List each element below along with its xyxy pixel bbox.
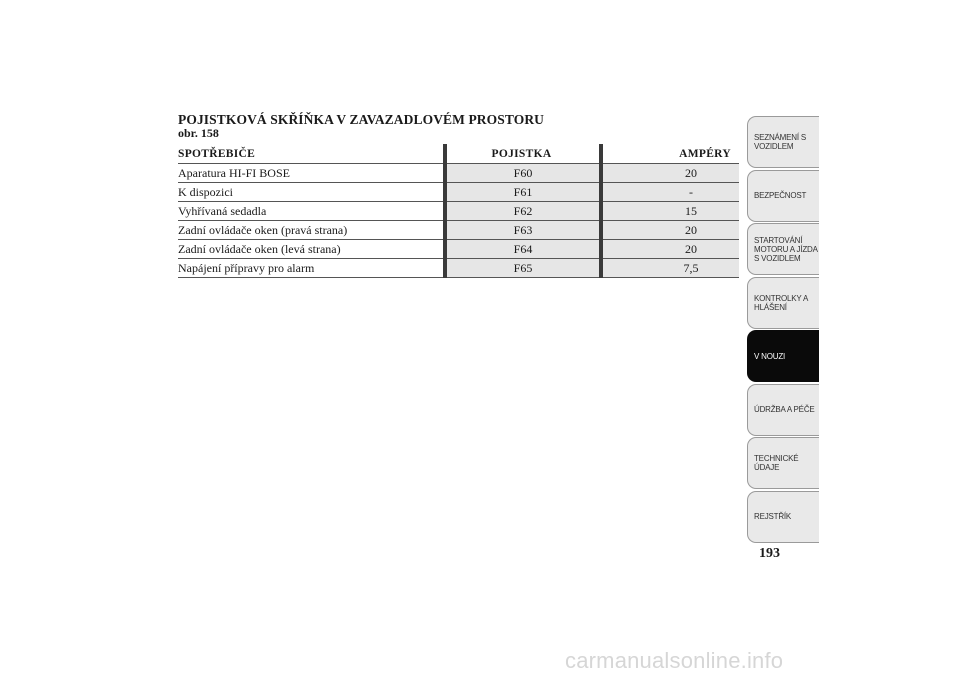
tab-label: V NOUZI: [754, 351, 786, 361]
cell-consumer: Vyhřívaná sedadla: [178, 202, 445, 221]
table-row: [178, 164, 739, 183]
table-row: [178, 202, 739, 221]
cell-amperes: 15: [601, 202, 739, 221]
tab-safety[interactable]: [747, 170, 819, 222]
header-consumers: SPOTŘEBIČE: [178, 144, 445, 164]
table-row: [178, 240, 739, 259]
fuse-table: [178, 144, 739, 278]
cell-fuse: F63: [445, 221, 601, 240]
cell-fuse: F60: [445, 164, 601, 183]
cell-amperes: 7,5: [601, 259, 739, 278]
table-row: [178, 221, 739, 240]
tab-label: SEZNÁMENÍ S VOZIDLEM: [754, 133, 807, 151]
tab-index[interactable]: [747, 491, 819, 543]
table-row: [178, 259, 739, 278]
cell-consumer: Zadní ovládače oken (pravá strana): [178, 221, 445, 240]
cell-consumer: Aparatura HI-FI BOSE: [178, 164, 445, 183]
cell-amperes: 20: [601, 164, 739, 183]
table-row: [178, 183, 739, 202]
cell-consumer: Zadní ovládače oken (levá strana): [178, 240, 445, 259]
tab-starting-driving[interactable]: [747, 223, 819, 275]
table-header-row: [178, 144, 739, 164]
cell-consumer: Napájení přípravy pro alarm: [178, 259, 445, 278]
tab-introduction[interactable]: [747, 116, 819, 168]
section-title: POJISTKOVÁ SKŘÍŇKA V ZAVAZADLOVÉM PROSTORU: [178, 112, 545, 127]
tab-label: BEZPEČNOST: [754, 191, 807, 200]
cell-fuse: F62: [445, 202, 601, 221]
figure-reference: obr. 158: [178, 126, 219, 140]
tab-label: STARTOVÁNÍ MOTORU A JÍZDA S VOZIDLEM: [754, 235, 818, 263]
header-amperes: AMPÉRY: [601, 144, 739, 164]
cell-consumer: K dispozici: [178, 183, 445, 202]
cell-fuse: F61: [445, 183, 601, 202]
tab-warning-lights[interactable]: [747, 277, 819, 329]
header-fuse: POJISTKA: [445, 144, 601, 164]
watermark: carmanualsonline.info: [565, 648, 784, 673]
cell-amperes: -: [601, 183, 739, 202]
tab-technical-data[interactable]: [747, 437, 819, 489]
cell-fuse: F65: [445, 259, 601, 278]
chapter-tabs: [747, 116, 819, 544]
cell-amperes: 20: [601, 221, 739, 240]
tab-maintenance[interactable]: [747, 384, 819, 436]
cell-amperes: 20: [601, 240, 739, 259]
tab-label: TECHNICKÉ ÚDAJE: [754, 454, 799, 472]
cell-fuse: F64: [445, 240, 601, 259]
page-number: 193: [759, 546, 780, 561]
tab-label: KONTROLKY A HLÁŠENÍ: [754, 293, 809, 312]
tab-label: REJSTŘÍK: [754, 512, 792, 521]
tab-label: ÚDRŽBA A PÉČE: [754, 405, 815, 414]
tab-emergency[interactable]: [747, 330, 819, 382]
